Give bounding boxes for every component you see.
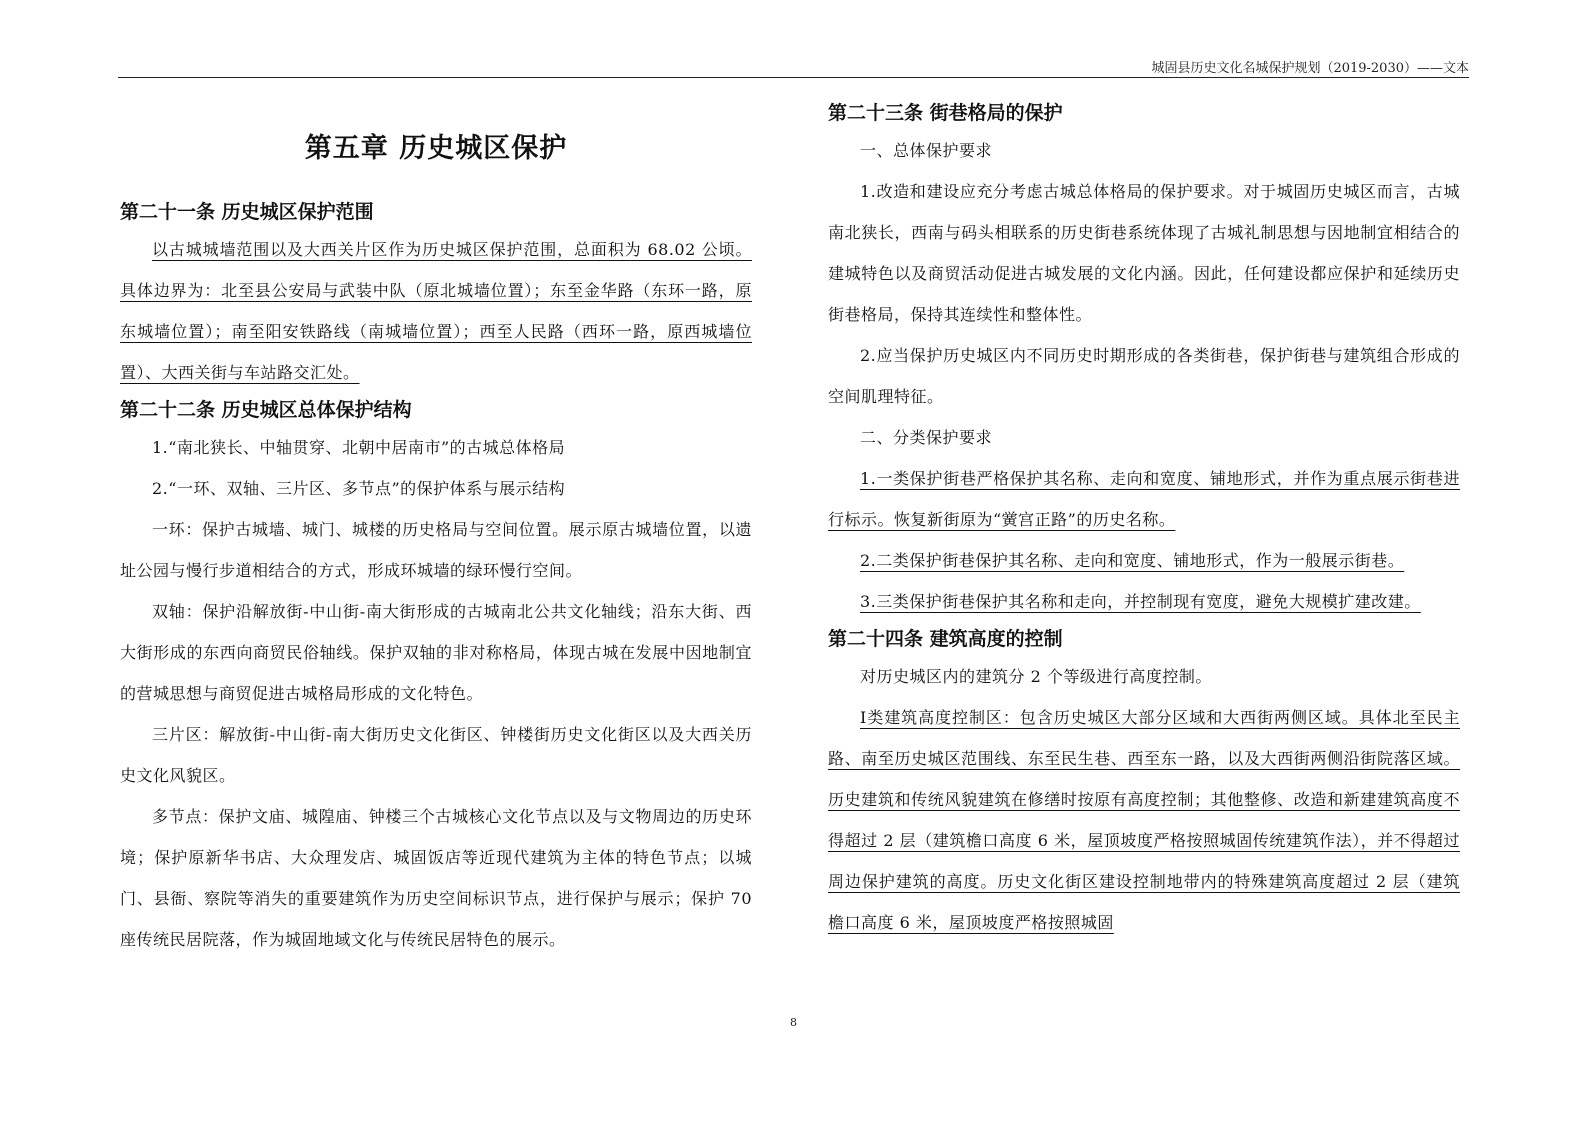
- article-23-class-3: [828, 581, 1460, 622]
- article-22-dual-axis: 双轴：保护沿解放街-中山街-南大街形成的古城南北公共文化轴线；沿东大街、西大街形成的东西向商贸民俗轴线。保护双轴的非对称格局，体现古城在发展中因地制宜的营城思想与商贸促进古城格局形成的文化特色。: [120, 602, 752, 703]
- article-22-multi-nodes: 多节点：保护文庙、城隍庙、钟楼三个古城核心文化节点以及与文物周边的历史环境；保护原新华书店、大众理发店、城固饭店等近现代建筑为主体的特色节点；以城门、县衙、察院等消失的重要建筑作为历史空间标识节点，进行保护与展示；保护 70 座传统民居院落，作为城固地域文化与传统民居特色的展示。: [120, 807, 752, 949]
- article-23-general-2: 2.应当保护历史城区内不同历史时期形成的各类街巷，保护街巷与建筑组合形成的空间肌理特征。: [828, 346, 1460, 406]
- right-column: [828, 96, 1460, 943]
- article-24-class-i-text: Ⅰ类建筑高度控制区：包含历史城区大部分区域和大西街两侧区域。具体北至民主路、南至历史城区范围线、东至民生巷、西至东一路，以及大西街两侧沿街院落区域。历史建筑和传统风貌建筑在修缮时按原有高度控制；其他整修、改造和新建建筑高度不得超过 2 层（建筑檐口高度 6 米，屋顶坡度严格按照城固传统建筑作法），并不得超过周边保护建筑的高度。历史文化街区建设控制地带内的特殊建筑高度超过 2 层（建筑檐口高度 6 米，屋顶坡度严格按照城固: [828, 708, 1460, 932]
- article-22-item-2: 2.“一环、双轴、三片区、多节点”的保护体系与展示结构: [152, 479, 566, 498]
- article-23-class-2-text: 2.二类保护街巷保护其名称、走向和宽度、铺地形式，作为一般展示街巷。: [860, 551, 1405, 570]
- article-23-class-1-text: 1.一类保护街巷严格保护其名称、走向和宽度、铺地形式，并作为重点展示街巷进行标示。恢复新街原为“黉宫正路”的历史名称。: [828, 469, 1460, 529]
- article-24-class-i: [828, 697, 1460, 943]
- article-22-three-zones: 三片区：解放街-中山街-南大街历史文化街区、钟楼街历史文化街区以及大西关历史文化风貌区。: [120, 725, 752, 785]
- running-header: 城固县历史文化名城保护规划（2019-2030）——文本: [1151, 61, 1469, 76]
- article-22-ring: 一环：保护古城墙、城门、城楼的历史格局与空间位置。展示原古城墙位置，以遗址公园与慢行步道相结合的方式，形成环城墙的绿环慢行空间。: [120, 520, 752, 580]
- article-21-paragraph: [120, 229, 752, 393]
- page-number: 8: [790, 1016, 797, 1029]
- article-23-class-3-text: 3.三类保护街巷保护其名称和走向，并控制现有宽度，避免大规模扩建改建。: [860, 592, 1421, 611]
- article-23-title: 第二十三条 街巷格局的保护: [828, 102, 1063, 124]
- article-23-class-2: [828, 540, 1460, 581]
- article-21-underlined-text: 以古城城墙范围以及大西关片区作为历史城区保护范围，总面积为 68.02 公顷。具体边界为：北至县公安局与武装中队（原北城墙位置）；东至金华路（东环一路，原东城墙位置）；南至阳安铁路线（南城墙位置）；西至人民路（西环一路，原西城墙位置）、大西关街与车站路交汇处。: [120, 240, 752, 382]
- article-23-class-heading: 二、分类保护要求: [860, 428, 993, 447]
- article-22-title: 第二十二条 历史城区总体保护结构: [120, 399, 412, 421]
- article-24-intro: 对历史城区内的建筑分 2 个等级进行高度控制。: [860, 667, 1212, 686]
- article-21-title: 第二十一条 历史城区保护范围: [120, 201, 374, 223]
- article-23-class-1: [828, 458, 1460, 540]
- article-22-item-1: 1.“南北狭长、中轴贯穿、北朝中居南市”的古城总体格局: [152, 438, 566, 457]
- left-column: [120, 96, 752, 960]
- article-24-title: 第二十四条 建筑高度的控制: [828, 628, 1063, 650]
- article-23-general-heading: 一、总体保护要求: [860, 141, 993, 160]
- chapter-title: 第五章 历史城区保护: [304, 133, 568, 164]
- article-23-general-1: 1.改造和建设应充分考虑古城总体格局的保护要求。对于城固历史城区而言，古城南北狭长，西南与码头相联系的历史街巷系统体现了古城礼制思想与因地制宜相结合的建城特色以及商贸活动促进古城发展的文化内涵。因此，任何建设都应保护和延续历史街巷格局，保持其连续性和整体性。: [828, 182, 1460, 324]
- header-rule: [118, 77, 1469, 78]
